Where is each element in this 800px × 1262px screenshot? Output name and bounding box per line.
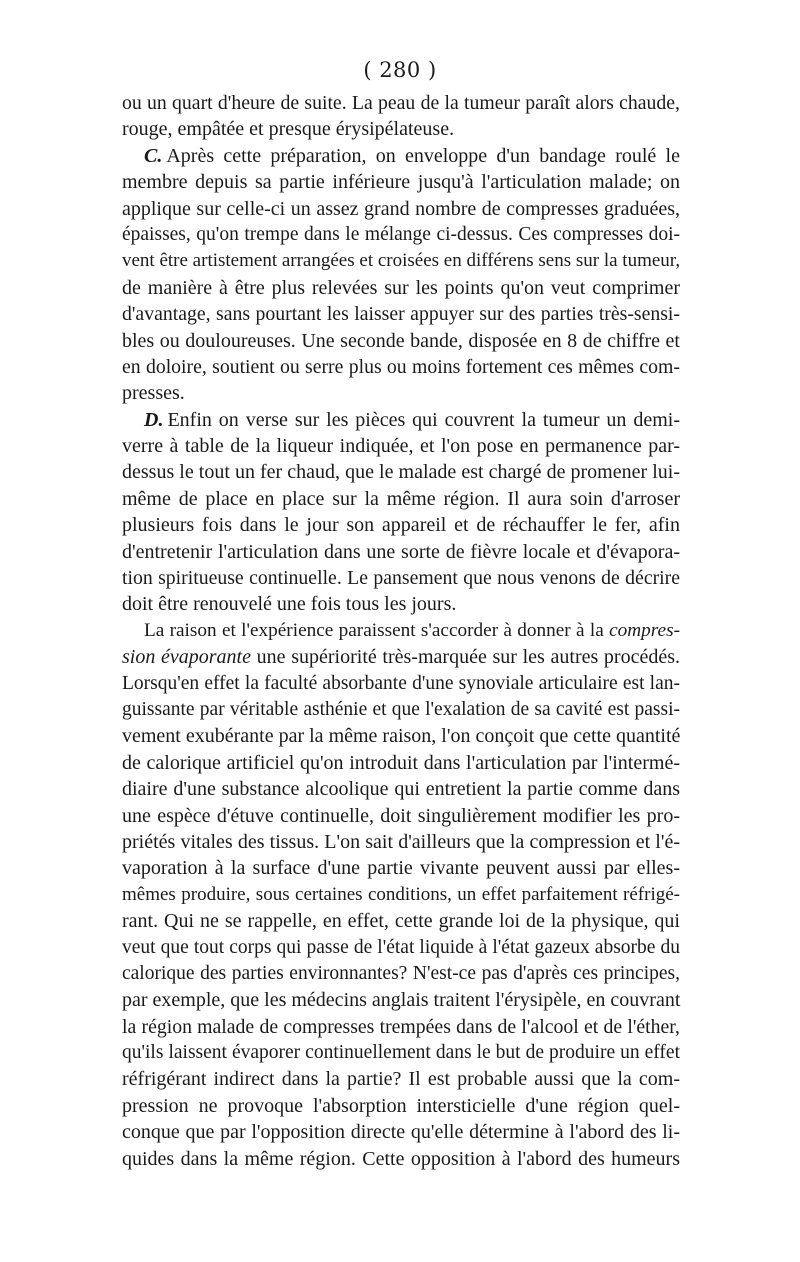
text-line: quides dans la même région. Cette opposition à l'abord des humeurs xyxy=(122,1147,680,1170)
text-line: dessus le tout un fer chaud, que le malade est chargé de promener lui- xyxy=(122,461,680,484)
text-line: Lorsqu'en effet la faculté absorbante d'une synoviale articulaire est lan- xyxy=(122,672,680,694)
text-line: sion évaporante une supériorité très-marquée sur les autres procédés. xyxy=(122,646,681,669)
text-line: La raison et l'expérience paraissent s'accorder à donner à la compres- xyxy=(144,619,680,641)
text-line: de manière à être plus relevées sur les points qu'on veut comprimer xyxy=(122,276,680,299)
text-line: tion spiritueuse continuelle. Le pansement que nous venons de décrire xyxy=(122,567,680,590)
emphasis: sion évaporante xyxy=(122,646,251,669)
emphasis: compres- xyxy=(609,619,680,641)
text-line: une espèce d'étuve continuelle, doit singulièrement modifier les pro- xyxy=(122,804,680,827)
text-line: conque que par l'opposition directe qu'elle détermine à l'abord des li- xyxy=(122,1121,680,1144)
text-line: priétés vitales des tissus. L'on sait d'ailleurs que la compression et l'é- xyxy=(122,830,680,853)
body-text xyxy=(122,90,680,1172)
text-line: applique sur celle-ci un assez grand nombre de compresses graduées, xyxy=(122,197,680,220)
text-line: ou un quart d'heure de suite. La peau de la tumeur paraît alors chaude, xyxy=(122,92,680,114)
text-line: épaisses, qu'on trempe dans le mélange ci-dessus. Ces compresses doi- xyxy=(122,223,680,245)
text-line: en doloire, soutient ou serre plus ou moins fortement ces mêmes com- xyxy=(122,355,680,378)
text-line: de calorique artificiel qu'on introduit dans l'articulation par l'intermé- xyxy=(122,751,680,774)
text-line: diaire d'une substance alcoolique qui entretient la partie comme dans xyxy=(122,778,680,801)
text-line: membre depuis sa partie inférieure jusqu'à l'articulation malade; on xyxy=(122,171,680,194)
text-line: même de place en place sur la même région. Il aura soin d'arroser xyxy=(122,487,680,510)
text-line: guissante par véritable asthénie et que l'exalation de sa cavité est passi- xyxy=(122,698,680,720)
section-letter: C. xyxy=(144,144,163,167)
text-line: verre à table de la liqueur indiquée, et l'on pose en permanence par- xyxy=(122,435,680,458)
text-line: plusieurs fois dans le jour son appareil et de réchauffer le fer, afin xyxy=(122,514,680,537)
text-line: bles ou douloureuses. Une seconde bande, disposée en 8 de chiffre et xyxy=(122,329,680,352)
section-letter: D. xyxy=(144,408,164,431)
text-line: par exemple, que les médecins anglais traitent l'érysipèle, en couvrant xyxy=(122,989,681,1012)
text-line: vement exubérante par la même raison, l'on conçoit que cette quantité xyxy=(122,725,681,748)
text-line: rouge, empâtée et presque érysipélateuse. xyxy=(122,118,455,141)
text-line: réfrigérant indirect dans la partie? Il est probable aussi que la com- xyxy=(122,1068,680,1091)
text-line: pression ne provoque l'absorption intersticielle d'une région quel- xyxy=(122,1094,680,1117)
text-line: mêmes produire, sous certaines conditions, un effet parfaitement réfrigé- xyxy=(122,883,680,905)
text-line: calorique des parties environnantes? N'est-ce pas d'après ces principes, xyxy=(122,962,680,984)
text-line: d'entretenir l'articulation dans une sorte de fièvre locale et d'évapora- xyxy=(122,540,680,563)
text-line: vent être artistement arrangées et croisées en différens sens sur la tumeur, xyxy=(122,250,681,272)
text-line: la région malade de compresses trempées dans de l'alcool et de l'éther, xyxy=(122,1015,680,1038)
text-line: D. Enfin on verse sur les pièces qui couvrent la tumeur un demi- xyxy=(144,408,680,431)
text-line: C. Après cette préparation, on enveloppe d'un bandage roulé le xyxy=(144,144,680,167)
text-line: rant. Qui ne se rappelle, en effet, cette grande loi de la physique, qui xyxy=(122,910,680,933)
text-line: qu'ils laissent évaporer continuellement dans le but de produire un effet xyxy=(122,1042,680,1064)
text-line: d'avantage, sans pourtant les laisser appuyer sur des parties très-sensi- xyxy=(122,303,680,326)
page-number: ( 280 ) xyxy=(363,58,437,82)
text-line: veut que tout corps qui passe de l'état liquide à l'état gazeux absorbe du xyxy=(122,936,680,958)
text-line: vaporation à la surface d'une partie vivante peuvent aussi par elles- xyxy=(122,857,680,880)
text-line: doit être renouvelé une fois tous les jours. xyxy=(122,593,457,616)
text-line: presses. xyxy=(122,382,185,405)
